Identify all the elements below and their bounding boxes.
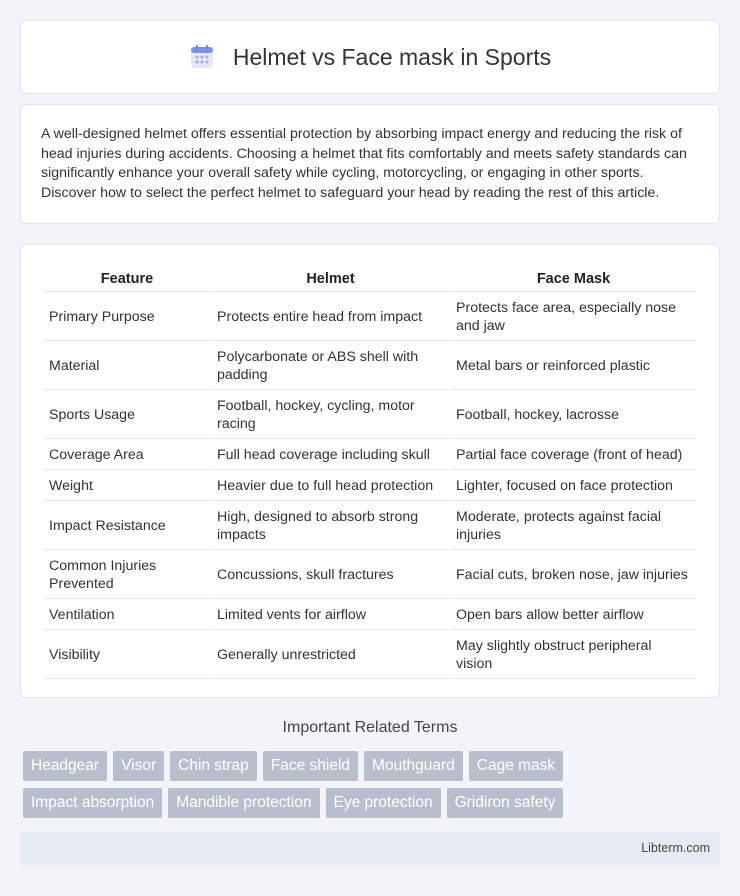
table-cell: High, designed to absorb strong impacts	[212, 503, 449, 550]
table-row	[44, 441, 696, 470]
table-cell: Limited vents for airflow	[212, 601, 449, 630]
related-terms-tags	[23, 751, 723, 825]
table-cell: Visibility	[44, 632, 210, 679]
table-row	[44, 632, 696, 679]
comparison-table	[42, 265, 698, 681]
tag-mandible-protection[interactable]: Mandible protection	[168, 788, 319, 818]
table-cell: Open bars allow better airflow	[451, 601, 696, 630]
tag-row	[23, 788, 723, 818]
column-header-feature: Feature	[44, 267, 210, 292]
related-terms-heading: Important Related Terms	[282, 719, 458, 736]
page-title: Helmet vs Face mask in Sports	[232, 43, 552, 70]
table-cell: Impact Resistance	[44, 503, 210, 550]
table-cell: Full head coverage including skull	[212, 441, 449, 470]
table-cell: Lighter, focused on face protection	[451, 472, 696, 501]
column-header-face-mask: Face Mask	[451, 267, 696, 292]
tag-headgear[interactable]: Headgear	[23, 751, 107, 781]
table-cell: Facial cuts, broken nose, jaw injuries	[451, 552, 696, 599]
footer-site-link[interactable]: Libterm.com	[641, 841, 710, 855]
tag-impact-absorption[interactable]: Impact absorption	[23, 788, 162, 818]
table-cell: May slightly obstruct peripheral vision	[451, 632, 696, 679]
table-row	[44, 601, 696, 630]
column-header-helmet: Helmet	[212, 267, 449, 292]
tag-eye-protection[interactable]: Eye protection	[326, 788, 441, 818]
table-cell: Heavier due to full head protection	[212, 472, 449, 501]
table-header-row	[44, 267, 696, 292]
table-row	[44, 552, 696, 599]
intro-card	[20, 104, 720, 224]
table-row	[44, 392, 696, 439]
tag-visor[interactable]: Visor	[113, 751, 164, 781]
table-cell: Primary Purpose	[44, 294, 210, 341]
tag-face-shield[interactable]: Face shield	[263, 751, 358, 781]
tag-gridiron-safety[interactable]: Gridiron safety	[447, 788, 564, 818]
table-row	[44, 343, 696, 390]
table-cell: Concussions, skull fractures	[212, 552, 449, 599]
grid-calendar-icon	[189, 44, 215, 70]
table-cell: Material	[44, 343, 210, 390]
table-cell: Protects face area, especially nose and jaw	[451, 294, 696, 341]
table-cell: Moderate, protects against facial injuries	[451, 503, 696, 550]
header-inner	[189, 44, 551, 71]
tag-mouthguard[interactable]: Mouthguard	[364, 751, 463, 781]
tag-cage-mask[interactable]: Cage mask	[469, 751, 563, 781]
comparison-table-card	[20, 244, 720, 698]
table-row	[44, 472, 696, 501]
table-cell: Ventilation	[44, 601, 210, 630]
table-cell: Protects entire head from impact	[212, 294, 449, 341]
tag-row	[23, 751, 723, 781]
table-cell: Common Injuries Prevented	[44, 552, 210, 599]
table-cell: Metal bars or reinforced plastic	[451, 343, 696, 390]
table-cell: Coverage Area	[44, 441, 210, 470]
table-cell: Polycarbonate or ABS shell with padding	[212, 343, 449, 390]
table-row	[44, 503, 696, 550]
footer	[20, 832, 720, 865]
table-row	[44, 294, 696, 341]
table-cell: Generally unrestricted	[212, 632, 449, 679]
table-cell: Partial face coverage (front of head)	[451, 441, 696, 470]
tag-chin-strap[interactable]: Chin strap	[170, 751, 257, 781]
table-cell: Sports Usage	[44, 392, 210, 439]
table-cell: Football, hockey, lacrosse	[451, 392, 696, 439]
table-cell: Weight	[44, 472, 210, 501]
intro-paragraph: A well-designed helmet offers essential protection by absorbing impact energy and reducing the risk of head injuries during accidents. Choosing a helmet that fits comfortably and meets safety standards can significantly enhance your overall safety while cycling, motorcycling, or engaging in other sports. Discover how to select the perfect helmet to safeguard your head by reading the rest of this article.	[41, 126, 687, 201]
header-card	[20, 20, 720, 94]
table-cell: Football, hockey, cycling, motor racing	[212, 392, 449, 439]
